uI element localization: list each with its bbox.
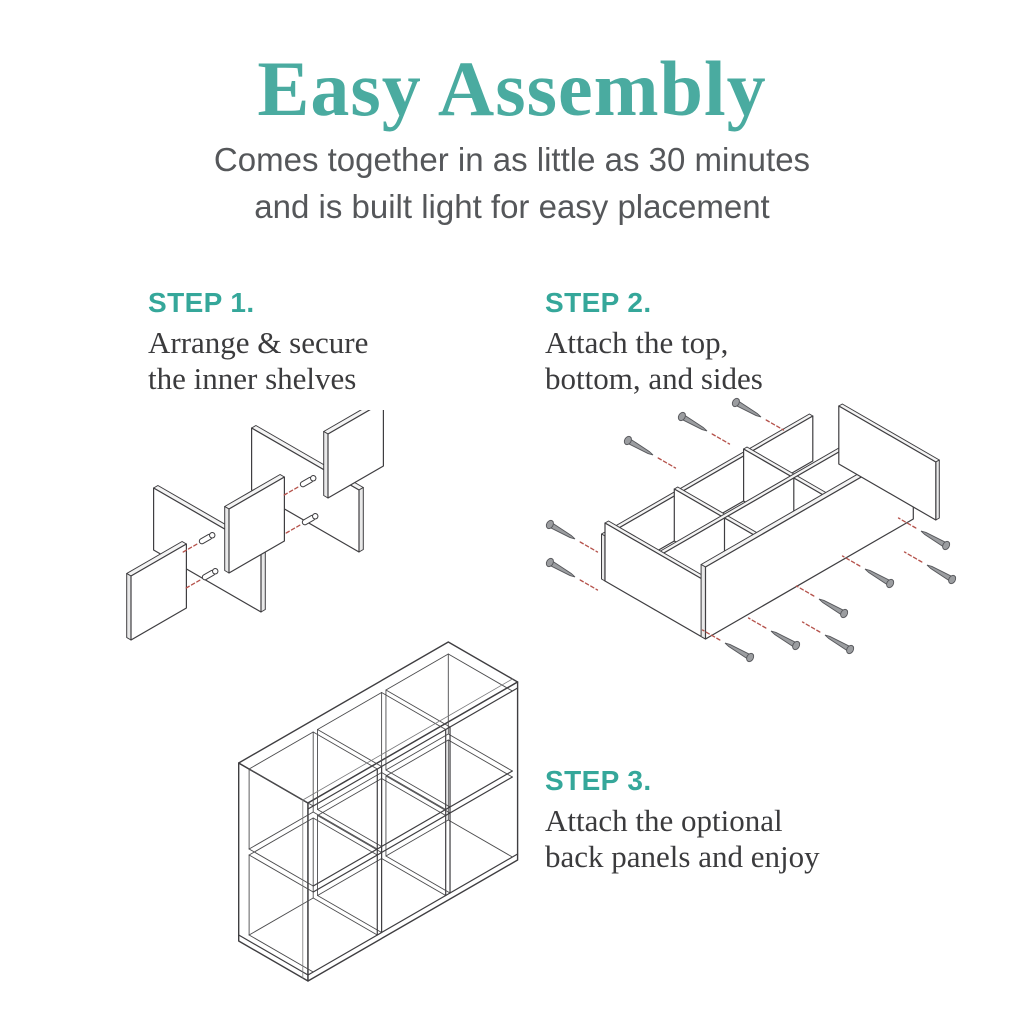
step-2-illustration	[543, 396, 967, 696]
step-3-block	[545, 765, 905, 876]
step-1-description	[148, 325, 508, 398]
step-2-desc-line-2: bottom, and sides	[545, 361, 763, 397]
subtitle-line-2: and is built light for easy placement	[254, 187, 770, 225]
step-2-description	[545, 325, 905, 398]
step-3-desc-line-1: Attach the optional	[545, 803, 783, 838]
step-2-desc-line-1: Attach the top,	[545, 325, 729, 360]
step-2-block	[545, 287, 905, 398]
step-3-description	[545, 803, 905, 876]
page-title: Easy Assembly	[257, 45, 767, 132]
step-1-label: STEP 1.	[148, 287, 255, 318]
subtitle-line-1: Comes together in as little as 30 minutes	[213, 141, 811, 178]
step-1-desc-line-1: Arrange & secure	[148, 325, 369, 360]
step-3-illustration	[136, 636, 536, 1001]
step-3-label: STEP 3.	[545, 765, 652, 796]
step-1-desc-line-2: the inner shelves	[148, 361, 357, 397]
step-1-block	[148, 287, 508, 398]
step-3-desc-line-2: back panels and enjoy	[545, 839, 820, 875]
page-subtitle	[0, 137, 1024, 231]
step-2-label: STEP 2.	[545, 287, 652, 318]
